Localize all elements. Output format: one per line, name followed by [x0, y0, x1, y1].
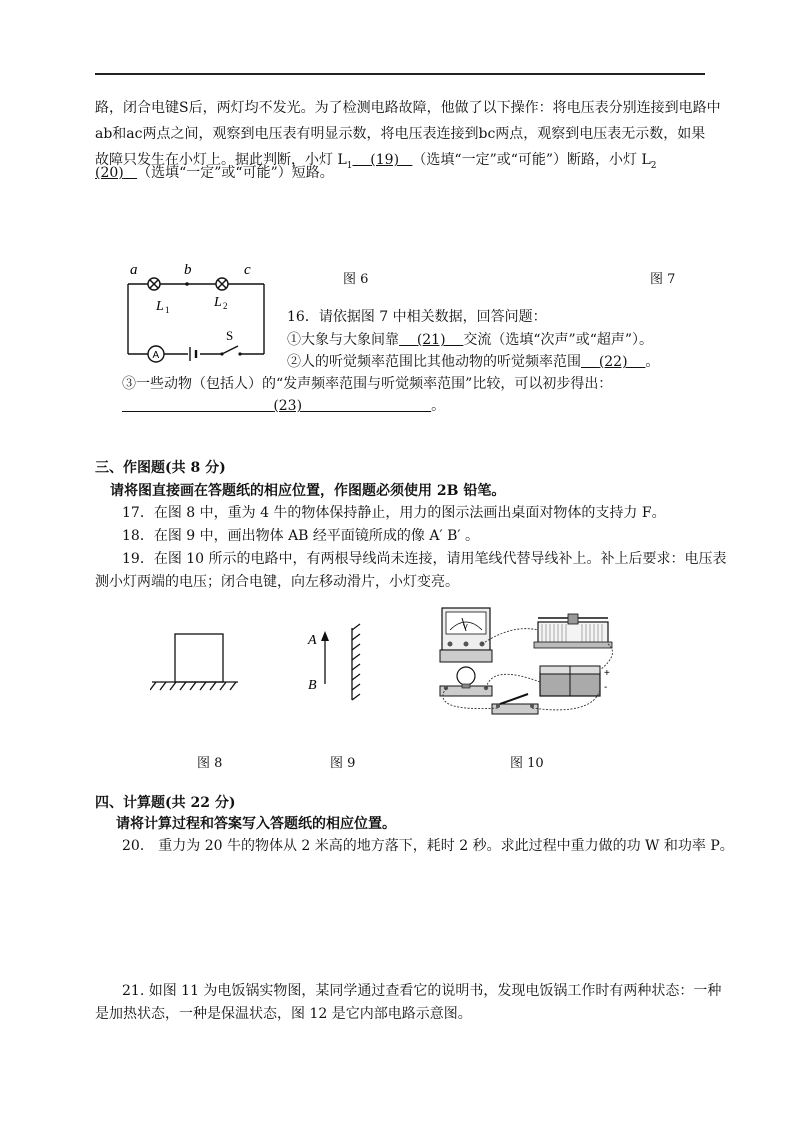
label-l1: L [156, 299, 164, 314]
voltmeter-label: V [463, 624, 468, 631]
battery-plus: + [604, 668, 610, 679]
rheostat-icon [534, 614, 612, 648]
q15-line3: 故障只发生在小灯上。据此判断，小灯 $L_1$ (19) （选填“一定”或“可能”）断路，小灯 $L_2$ [95, 152, 657, 171]
figure-10-circuit-components [432, 604, 622, 722]
switch-icon [492, 694, 538, 714]
figure-8-caption: 图 8 [197, 756, 223, 771]
label-point-b: B [308, 678, 317, 693]
q16-part3: ③一些动物（包括人）的“发声频率范围与听觉频率范围”比较，可以初步得出： [122, 376, 613, 392]
answer-blank-23[interactable]: (23) [273, 398, 303, 414]
figure-10-caption: 图 10 [510, 756, 544, 771]
figure-7-caption: 图 7 [650, 272, 676, 287]
label-c: c [244, 262, 251, 278]
figure-6-circuit [118, 258, 278, 368]
answer-blank-20[interactable]: (20) [95, 165, 124, 181]
q18-text: 18．在图 9 中，画出物体 AB 经平面镜所成的像 A′ B′ 。 [122, 528, 480, 544]
label-l2: L [214, 295, 222, 310]
figure-6-caption: 图 6 [343, 272, 369, 287]
battery-minus: - [604, 682, 608, 693]
q19-line1: 19．在图 10 所示的电路中，有两根导线尚未连接，请用笔线代替导线补上。补上后要求：电压表 [122, 551, 727, 567]
q20-text: 20． 重力为 20 牛的物体从 2 米高的地方落下，耗时 2 秒。求此过程中重力做的功 W 和功率 P。 [122, 838, 734, 854]
q21-line1: 21. 如图 11 为电饭锅实物图，某同学通过查看它的说明书，发现电饭锅工作时有两种状态：一种 [122, 983, 722, 999]
q15-line4 [95, 163, 334, 183]
figure-9-mirror [300, 622, 380, 702]
label-point-a: A [308, 633, 317, 648]
q16-intro: 16．请依据图 7 中相关数据，回答问题： [287, 309, 547, 325]
section-3-heading: 三、作图题(共 8 分) [95, 460, 226, 476]
label-a: a [130, 262, 138, 278]
q15-line4-text: （选填“一定”或“可能”）短路。 [137, 165, 334, 181]
label-s: S [226, 328, 234, 343]
q15-line2: ab和ac两点之间，观察到电压表有明显示数，将电压表连接到bc两点，观察到电压表无示数，如果 [95, 126, 706, 142]
q16-part1-text-b: 交流（选填“次声”或“超声”）。 [463, 332, 654, 348]
figure-9-caption: 图 9 [330, 756, 356, 771]
q16-part2-text: ②人的听觉频率范围比其他动物的听觉频率范围 [287, 354, 581, 370]
answer-blank-19[interactable]: (19) [370, 152, 400, 168]
figure-8-block-on-table [150, 630, 240, 695]
q19-line2: 测小灯两端的电压；闭合电键，向左移动滑片，小灯变亮。 [95, 574, 459, 590]
top-rule [95, 73, 705, 75]
voltmeter-icon [440, 608, 492, 662]
answer-blank-22[interactable]: (22) [598, 354, 628, 370]
q16-part4-text: 。 [431, 398, 446, 414]
q16-part2 [287, 352, 659, 372]
label-l2-sub: 2 [223, 301, 228, 311]
q16-part2-text-b: 。 [645, 354, 660, 370]
q21-line2: 是加热状态，一种是保温状态，图 12 是它内部电路示意图。 [95, 1006, 472, 1022]
q16-part1-text: ①大象与大象间靠 [287, 332, 399, 348]
q17-text: 17．在图 8 中，重为 4 牛的物体保持静止，用力的图示法画出桌面对物体的支持力 F。 [122, 505, 666, 521]
label-b: b [184, 262, 192, 278]
section-4-heading: 四、计算题(共 22 分) [95, 795, 236, 811]
q16-part4 [122, 396, 445, 416]
q16-part1 [287, 330, 653, 350]
ammeter-symbol: A [152, 350, 160, 361]
section-4-note: 请将计算过程和答案写入答题纸的相应位置。 [116, 816, 396, 832]
section-3-note: 请将图直接画在答题纸的相应位置，作图题必须使用 2B 铅笔。 [110, 483, 506, 499]
q15-line3-text-b: （选填“一定”或“可能”）断路，小灯 L [412, 152, 651, 168]
answer-blank-21[interactable]: (21) [416, 332, 446, 348]
label-l1-sub: 1 [165, 305, 170, 315]
lamp-icon [440, 667, 492, 696]
q15-line1: 路，闭合电键S后，两灯均不发光。为了检测电路故障，他做了以下操作：将电压表分别连接到电路中 [95, 100, 721, 116]
q15-line3-text: 故障只发生在小灯上。据此判断，小灯 L [95, 152, 347, 168]
